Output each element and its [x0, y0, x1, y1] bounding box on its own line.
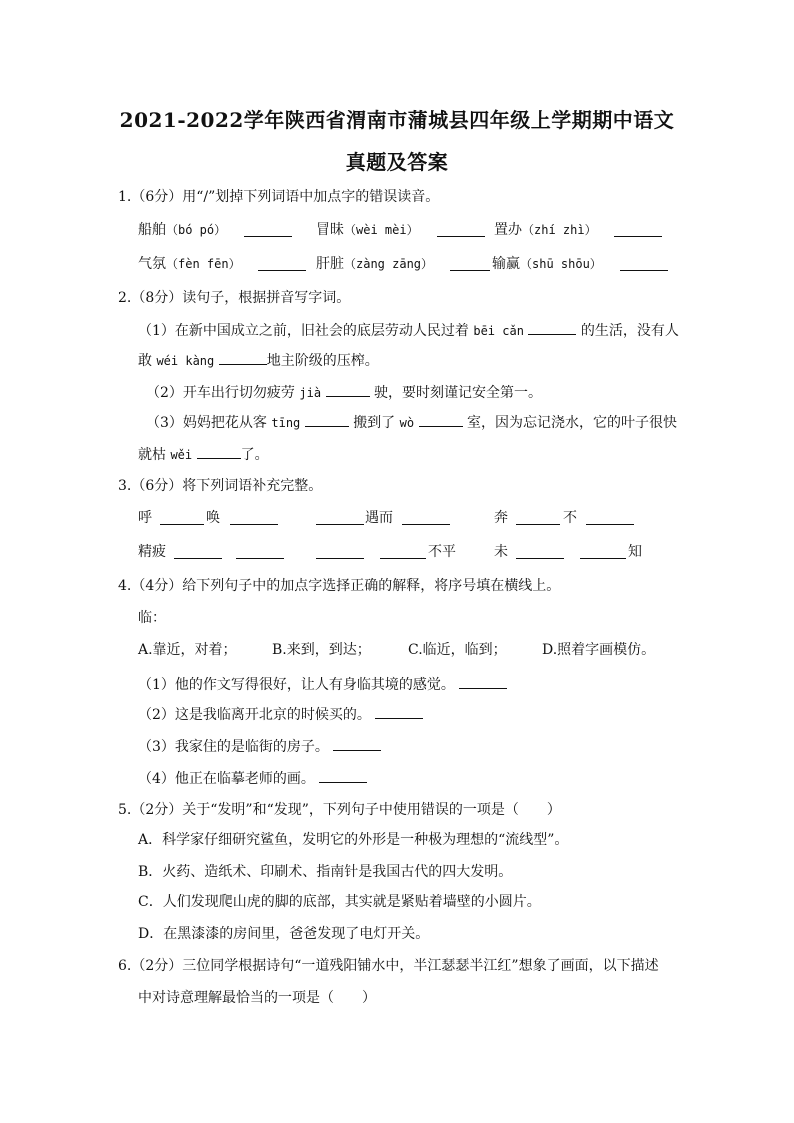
- q1-item: [316, 220, 419, 240]
- answer-blank[interactable]: [614, 222, 662, 237]
- text: 的生活，没有人: [580, 323, 679, 339]
- answer-blank[interactable]: [258, 256, 306, 271]
- text: 敢: [138, 353, 152, 369]
- q1-word: 输赢: [492, 256, 520, 272]
- q4-target-char: 临：: [138, 610, 166, 626]
- q1-item: [492, 254, 602, 274]
- q4-option-a: A.靠近，对着；: [138, 642, 237, 658]
- pinyin-hint: bēi cǎn: [473, 324, 524, 338]
- q1-pinyin: （wèi mèi）: [344, 223, 419, 237]
- answer-blank[interactable]: [402, 510, 450, 525]
- answer-blank[interactable]: [516, 544, 564, 559]
- q1-pinyin: （fèn fēn）: [166, 257, 241, 271]
- q4-sentence-4: [138, 768, 367, 789]
- q3-char: 奔: [494, 510, 508, 526]
- answer-blank[interactable]: [450, 256, 490, 271]
- answer-blank[interactable]: [316, 510, 364, 525]
- pinyin-hint: tīng: [271, 416, 301, 430]
- text: （1）他的作文写得很好，让人有身临其境的感觉。: [138, 677, 455, 693]
- q1-word: 冒昧: [316, 222, 344, 238]
- answer-blank[interactable]: [419, 412, 463, 427]
- q1-pinyin: （zhí zhì）: [522, 223, 597, 237]
- q1-word: 肝脏: [316, 256, 344, 272]
- text: 驶，要时刻谨记安全第一。: [373, 385, 542, 401]
- answer-blank[interactable]: [437, 222, 485, 237]
- answer-blank[interactable]: [586, 510, 634, 525]
- answer-blank[interactable]: [375, 704, 423, 719]
- q3-char: 呼: [138, 510, 152, 526]
- pinyin-hint: wěi: [170, 448, 193, 462]
- text: 了。: [240, 447, 269, 463]
- q2-sentence-1-cont: [138, 350, 379, 371]
- q2-stem: 2.（8分）读句子，根据拼音写字词。: [118, 290, 351, 306]
- answer-blank[interactable]: [236, 544, 284, 559]
- exam-title-line1: 2021-2022学年陕西省渭南市蒲城县四年级上学期期中语文: [119, 108, 675, 132]
- q4-option-d: D.照着字画模仿。: [542, 642, 656, 658]
- text: （4）他正在临摹老师的画。: [138, 771, 315, 787]
- q1-word: 气氛: [138, 256, 166, 272]
- q5-option-b[interactable]: B．火药、造纸术、印刷术、指南针是我国古代的四大发明。: [138, 864, 513, 880]
- text: 地主阶级的压榨。: [266, 353, 379, 369]
- q3-stem: 3.（6分）将下列词语补充完整。: [118, 478, 323, 494]
- text: （1）在新中国成立之前，旧社会的底层劳动人民过着: [138, 323, 469, 339]
- q1-item: [316, 254, 433, 274]
- answer-blank[interactable]: [580, 544, 626, 559]
- pinyin-hint: jià: [299, 386, 322, 400]
- answer-blank[interactable]: [174, 544, 222, 559]
- q1-item: [494, 220, 597, 240]
- q5-option-c[interactable]: C．人们发现爬山虎的脚的底部，其实就是紧贴着墙壁的小圆片。: [138, 894, 541, 910]
- q2-sentence-2: [146, 382, 542, 403]
- q1-word: 置办: [494, 222, 522, 238]
- answer-blank[interactable]: [459, 674, 507, 689]
- q1-pinyin: （shū shōu）: [520, 257, 602, 271]
- text: 搬到了: [353, 415, 396, 431]
- pinyin-hint: wéi kàng: [156, 354, 215, 368]
- q4-sentence-3: [138, 736, 381, 757]
- q1-item: [138, 254, 241, 274]
- answer-blank[interactable]: [305, 412, 349, 427]
- q4-sentence-2: [138, 704, 423, 725]
- q2-sentence-3: [146, 412, 677, 433]
- q6-stem: 6.（2分）三位同学根据诗句“一道残阳铺水中，半江瑟瑟半江红”想象了画面，以下描述: [118, 958, 659, 974]
- q4-option-c: C.临近，临到；: [408, 642, 507, 658]
- q5-option-a[interactable]: A．科学家仔细研究鲨鱼，发明它的外形是一种极为理想的“流线型”。: [138, 832, 569, 848]
- q3-char: 遇而: [365, 510, 393, 526]
- q1-pinyin: （zàng zāng）: [344, 257, 434, 271]
- q5-stem: 5.（2分）关于“发明”和“发现”，下列句子中使用错误的一项是（ ）: [118, 802, 561, 818]
- q3-char: 知: [628, 544, 642, 560]
- text: 就枯: [138, 447, 166, 463]
- q2-sentence-1: [138, 320, 679, 341]
- q5-option-d[interactable]: D．在黑漆漆的房间里，爸爸发现了电灯开关。: [138, 926, 430, 942]
- answer-blank[interactable]: [160, 510, 204, 525]
- q3-char: 唤: [206, 510, 220, 526]
- q3-char: 未: [494, 544, 508, 560]
- text: 室，因为忘记浇水，它的叶子很快: [467, 415, 677, 431]
- answer-blank[interactable]: [380, 544, 426, 559]
- answer-blank[interactable]: [219, 350, 267, 365]
- answer-blank[interactable]: [230, 510, 278, 525]
- answer-blank[interactable]: [326, 382, 370, 397]
- text: （3）妈妈把花从客: [146, 415, 267, 431]
- answer-blank[interactable]: [333, 736, 381, 751]
- answer-blank[interactable]: [316, 544, 364, 559]
- q1-word: 船舶: [138, 222, 166, 238]
- q1-item: [138, 220, 226, 240]
- text: （2）这是我临离开北京的时候买的。: [138, 707, 371, 723]
- q2-sentence-3-cont: [138, 444, 269, 465]
- q4-sentence-1: [138, 674, 507, 695]
- q4-stem: 4.（4分）给下列句子中的加点字选择正确的解释，将序号填在横线上。: [118, 578, 561, 594]
- q1-stem: 1.（6分）用“/”划掉下列词语中加点字的错误读音。: [118, 189, 440, 205]
- answer-blank[interactable]: [319, 768, 367, 783]
- answer-blank[interactable]: [620, 256, 668, 271]
- q6-stem-cont: 中对诗意理解最恰当的一项是（ ）: [138, 990, 376, 1006]
- text: （3）我家住的是临街的房子。: [138, 739, 329, 755]
- q4-option-b: B.来到，到达；: [272, 642, 371, 658]
- answer-blank[interactable]: [516, 510, 560, 525]
- pinyin-hint: wò: [399, 416, 415, 430]
- q3-char: 精疲: [138, 544, 166, 560]
- answer-blank[interactable]: [528, 320, 576, 335]
- q3-char: 不: [563, 510, 577, 526]
- q1-pinyin: （bó pó）: [166, 223, 227, 237]
- exam-title-line2: 真题及答案: [345, 150, 449, 174]
- q3-char: 不平: [428, 544, 456, 560]
- answer-blank[interactable]: [244, 222, 292, 237]
- answer-blank[interactable]: [197, 444, 241, 459]
- text: （2）开车出行切勿疲劳: [146, 385, 295, 401]
